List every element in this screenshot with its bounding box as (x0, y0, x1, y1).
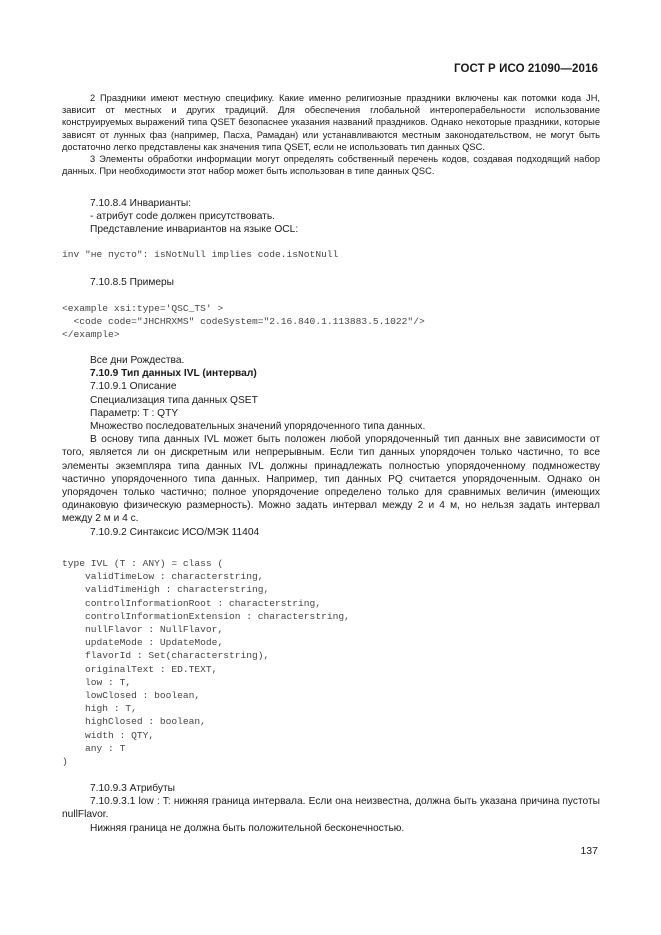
syntax-line: nullFlavor : NullFlavor, (62, 624, 224, 636)
examples-heading: 7.10.8.5 Примеры (90, 277, 174, 288)
ivl-param: Параметр: T : QTY (90, 407, 179, 419)
ocl-intro: Представление инвариантов на языке OCL: (90, 224, 299, 236)
syntax-line: low : T, (62, 676, 132, 688)
syntax-line: flavorId : Set(characterstring), (62, 650, 270, 662)
note-2: 2 Праздники имеют местную специфику. Какие именно религиозные праздники включены как потомки кода JH, зависит от местных и других традиций. Для обеспечения глобальной интероперабельности использование конструируемых выражений типа QSET безопаснее указания названий праздников. Однако некоторые праздники, которые зависят от лунных фаз (например, Пасха, Рамадан) или устанавливаются местным законодательством, не могут быть достаточно легко представлены как значения типа QSET, если не использовать тип данных QSC. (62, 93, 600, 152)
ivl-heading: 7.10.9 Тип данных IVL (интервал) (90, 368, 257, 380)
syntax-line: high : T, (62, 703, 137, 715)
example-code-line: <code code="JHCHRXMS" codeSystem="2.16.840.1.113883.5.1022"/> (62, 316, 425, 328)
syntax-line: updateMode : UpdateMode, (62, 637, 224, 649)
syntax-line: originalText : ED.TEXT, (62, 663, 218, 675)
page-number: 137 (580, 845, 598, 857)
syntax-line: lowClosed : boolean, (62, 690, 201, 702)
ivl-spec: Специализация типа данных QSET (90, 394, 258, 406)
syntax-line: validTimeLow : characterstring, (62, 571, 264, 583)
syntax-line: type IVL (T : ANY) = class ( (62, 558, 224, 569)
example-caption: Все дни Рождества. (90, 355, 185, 366)
ocl-code: inv "не пусто": isNotNull implies code.isNotNull (62, 249, 339, 260)
document-header: ГОСТ Р ИСО 21090—2016 (453, 63, 598, 75)
example-code-line: <example xsi:type='QSC_TS' > (62, 303, 224, 314)
syntax-heading: 7.10.9.2 Синтаксис ИСО/МЭК 11404 (90, 526, 260, 538)
attribute-low: 7.10.9.3.1 low : T: нижняя граница интервала. Если она неизвестна, должна быть указана причина пустоты nullFlavor. (62, 796, 600, 821)
invariants-section (62, 197, 600, 237)
examples-heading-wrap (62, 276, 600, 289)
ivl-desc-heading: 7.10.9.1 Описание (90, 381, 177, 393)
syntax-line: any : T (62, 742, 126, 754)
attribute-low-note: Нижняя граница не должна быть положительной бесконечностью. (90, 822, 405, 834)
attributes-heading: 7.10.9.3 Атрибуты (90, 783, 175, 794)
syntax-line: controlInformationRoot : characterstring, (62, 597, 322, 609)
syntax-line: validTimeHigh : characterstring, (62, 584, 270, 596)
invariants-bullet: - атрибут code должен присутствовать. (90, 211, 275, 223)
syntax-line: width : QTY, (62, 729, 155, 741)
syntax-code (62, 557, 350, 768)
invariants-heading: 7.10.8.4 Инварианты: (90, 198, 192, 209)
ivl-paragraph-1: Множество последовательных значений упорядоченного типа данных. (90, 421, 426, 433)
ivl-paragraph-2: В основу типа данных IVL может быть положен любой упорядоченный тип данных вне зависимости от того, является ли он дискретным или непрерывным. Если тип данных упорядочен только частично, то все элементы экземпляра типа данных IVL должны принадлежать полностью упорядоченному подмножеству частично упорядоченного типа данных. Например, тип данных PQ считается упорядоченным. Однако он упорядочен только частично; полное упорядочение определено только для сравнимых величин (имеющих одинаковую физическую размерность). Можно задать интервал между 2 и 4 м, но нельзя задать интервал между 2 м и 4 с. (62, 434, 600, 525)
attributes-section (62, 782, 600, 835)
ivl-section (62, 354, 600, 539)
notes-block (62, 92, 600, 177)
note-3: 3 Элементы обработки информации могут определять собственный перечень кодов, создавая подходящий набор данных. При необходимости этот набор может быть использован в типе данных QSC. (62, 154, 600, 177)
example-code-line: </example> (62, 329, 120, 341)
syntax-line: controlInformationExtension : characterstring, (62, 610, 350, 622)
syntax-line: ) (62, 756, 68, 768)
syntax-line: highClosed : boolean, (62, 716, 206, 728)
example-code (62, 302, 425, 342)
